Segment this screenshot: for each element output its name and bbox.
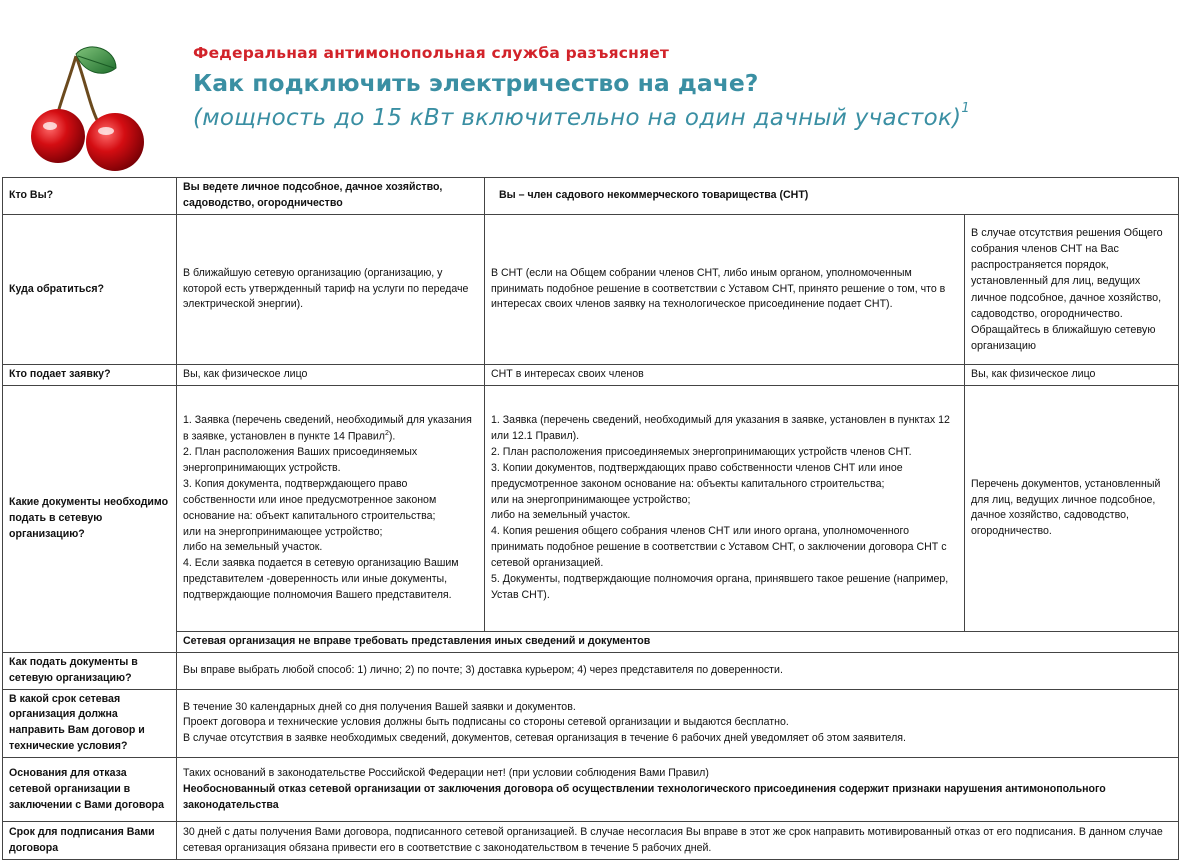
row-header-term: В какой срок сетевая организация должна направить Вам договор и технические условия? — [3, 689, 177, 758]
table-row — [3, 178, 1179, 215]
list-item: 3. Копии документов, подтверждающих право собственности членов СНТ или иное предусмотренное законом основание на: объекты капитального строительства; — [491, 461, 903, 490]
list-item: либо на земельный участок. — [491, 509, 631, 522]
list-item: В случае отсутствия в заявке необходимых сведений, документов, сетевая организация в течение 6 рабочих дней уведомляет об этом заявителя. — [183, 732, 906, 745]
table-row — [3, 652, 1179, 689]
doc-item-text: 1. Заявка (перечень сведений, необходимый для указания в заявке, установлен в пункте 14 Правил — [183, 413, 472, 443]
list-item: В течение 30 календарных дней со дня получения Вашей заявки и документов. — [183, 700, 576, 713]
cell-where-snt-no-decision: В случае отсутствия решения Общего собрания членов СНТ на Вас распространяется порядок, установленный для лиц, ведущих личное подсобное, дачное хозяйство, садоводство, огородничество. Обращайтесь в ближайшую сетевую организацию — [965, 215, 1179, 365]
list-item: 1. Заявка (перечень сведений, необходимый для указания в заявке, установлен в пунктах 12 или 12.1 Правил). — [491, 414, 950, 442]
page-title: Как подключить электричество на даче? — [193, 69, 759, 97]
agency-line: Федеральная антимонопольная служба разъясняет — [193, 44, 670, 62]
table-row — [3, 631, 1179, 652]
list-item: 4. Копия решения общего собрания членов СНТ или иного органа, уполномоченного принимать подобное решение в соответствии с Уставом СНТ, о заключении договора СНТ с сетевой организацией. — [491, 525, 947, 570]
cell-documents-snt — [485, 385, 965, 631]
page-subtitle-text: (мощность до 15 кВт включительно на один дачный участок) — [193, 105, 962, 131]
list-item: 2. План расположения присоединяемых энергопринимающих устройств членов СНТ. — [491, 445, 912, 458]
cell-applicant-snt-no-decision: Вы, как физическое лицо — [965, 365, 1179, 386]
cell-applicant-snt: СНТ в интересах своих членов — [485, 365, 965, 386]
info-table — [2, 177, 1179, 860]
page-subtitle — [193, 101, 970, 131]
page-header — [0, 0, 1180, 178]
table-row — [3, 758, 1179, 822]
documents-note: Сетевая организация не вправе требовать представления иных сведений и документов — [177, 631, 1179, 652]
list-item: 2. План расположения Ваших присоединяемых энергопринимающих устройств. — [183, 446, 418, 474]
row-header-refusal: Основания для отказа сетевой организации в заключении с Вами договора — [3, 758, 177, 822]
cell-term — [177, 689, 1179, 758]
cherry-icon — [28, 38, 163, 173]
cell-how: Вы вправе выбрать любой способ: 1) лично; 2) по почте; 3) доставка курьером; 4) через представителя по доверенности. — [177, 652, 1179, 689]
table-row — [3, 385, 1179, 631]
cell-refusal — [177, 758, 1179, 822]
table-row — [3, 822, 1179, 860]
table-row — [3, 689, 1179, 758]
col-header-individual: Вы ведете личное подсобное, дачное хозяйство, садоводство, огородничество — [177, 178, 485, 215]
cell-where-individual: В ближайшую сетевую организацию (организацию, у которой есть утвержденный тариф на услуги по передаче электрической энергии). — [177, 215, 485, 365]
list-item — [183, 413, 478, 445]
refusal-warning: Необоснованный отказ сетевой организации от заключения договора об осуществлении технологического присоединения содержит признаки нарушения антимонопольного законодательства — [183, 782, 1106, 811]
list-item: или на энергопринимающее устройство; — [183, 525, 383, 538]
list-item: 3. Копия документа, подтверждающего право собственности или иное предусмотренное законом основание на: объект капитального строительства; — [183, 477, 437, 522]
refusal-line: Таких оснований в законодательстве Российской Федерации нет! (при условии соблюдения Вами Правил) — [183, 766, 709, 779]
doc-item-text: ). — [388, 430, 396, 443]
table-row — [3, 215, 1179, 365]
row-header-documents: Какие документы необходимо подать в сетевую организацию? — [3, 385, 177, 652]
table-row — [3, 365, 1179, 386]
cell-applicant-individual: Вы, как физическое лицо — [177, 365, 485, 386]
list-item: или на энергопринимающее устройство; — [491, 493, 691, 506]
list-item: либо на земельный участок. — [183, 541, 323, 554]
cell-where-snt: В СНТ (если на Общем собрании членов СНТ, либо иным органом, уполномоченным принимать подобное решение в соответствии с Уставом СНТ, принято решение о том, что в интересах своих членов заявку на технологическое присоединение подает СНТ). — [485, 215, 965, 365]
list-item: 5. Документы, подтверждающие полномочия органа, принявшего такое решение (например, Устав СНТ). — [491, 572, 949, 601]
footnote-marker: 2 — [384, 429, 389, 437]
row-header-signing: Срок для подписания Вами договора — [3, 822, 177, 860]
col-header-snt: Вы – член садового некоммерческого товарищества (СНТ) — [485, 178, 1179, 215]
list-item: 4. Если заявка подается в сетевую организацию Вашим представителем -доверенность или иные документы, подтверждающие полномочия Вашего представителя. — [183, 557, 459, 602]
row-header-who: Кто Вы? — [3, 178, 177, 215]
row-header-where: Куда обратиться? — [3, 215, 177, 365]
row-header-how: Как подать документы в сетевую организацию? — [3, 652, 177, 689]
cell-signing: 30 дней с даты получения Вами договора, подписанного сетевой организацией. В случае несогласия Вы вправе в этот же срок направить мотивированный отказ от его подписания. В данном случае сетевая организация обязана привести его в соответствие с законодательством в течение 5 рабочих дней. — [177, 822, 1179, 860]
cell-documents-individual — [177, 385, 485, 631]
footnote-marker: 1 — [961, 101, 970, 117]
list-item: Проект договора и технические условия должны быть подписаны со стороны сетевой организации и выдаются бесплатно. — [183, 716, 789, 729]
cell-documents-snt-no-decision: Перечень документов, установленный для лиц, ведущих личное подсобное, дачное хозяйство, садоводство, огородничество. — [965, 385, 1179, 631]
row-header-applicant: Кто подает заявку? — [3, 365, 177, 386]
